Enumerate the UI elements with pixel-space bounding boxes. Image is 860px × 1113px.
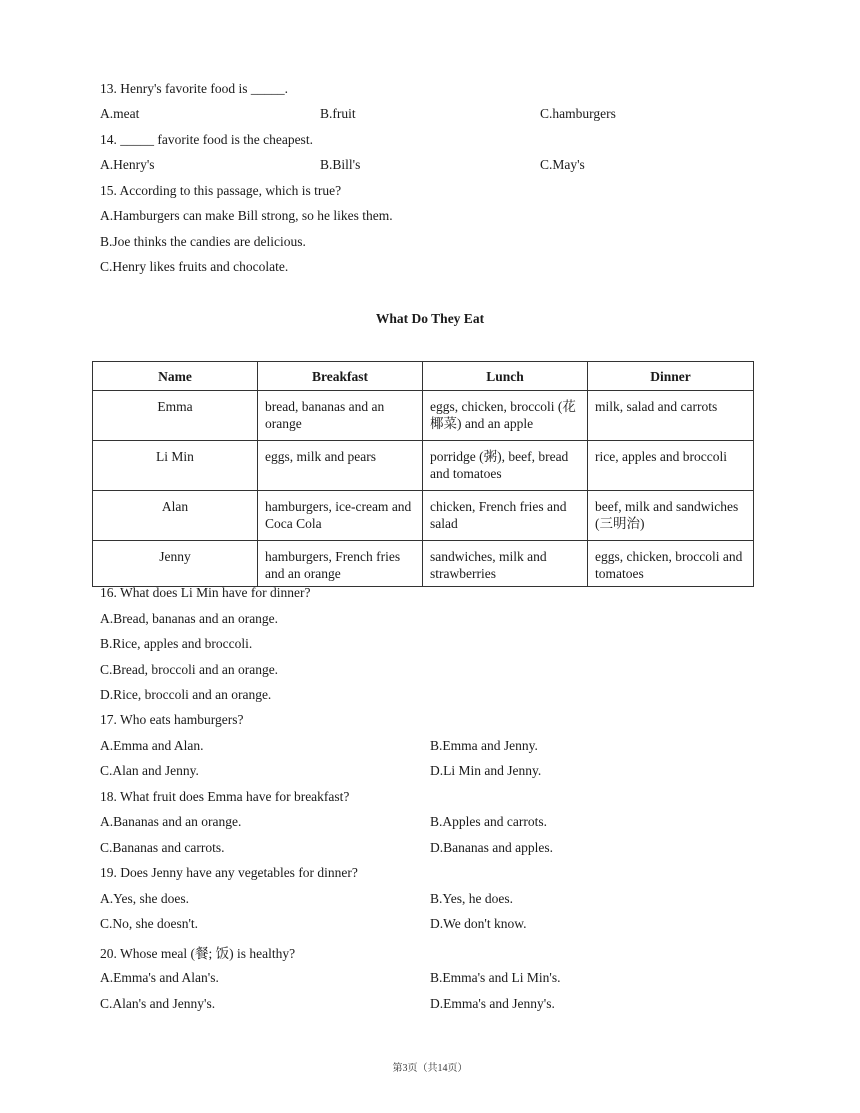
q18-option-c: C.Bananas and carrots. xyxy=(100,840,225,855)
q13-option-b: B.fruit xyxy=(320,106,356,121)
table-row xyxy=(93,541,754,587)
q14-option-a: A.Henry's xyxy=(100,157,155,172)
q16-option-c: C.Bread, broccoli and an orange. xyxy=(100,662,279,677)
question-20-stem: 20. Whose meal (餐; 饭) is healthy? xyxy=(100,946,296,961)
q14-option-b: B.Bill's xyxy=(320,157,361,172)
q15-option-c: C.Henry likes fruits and chocolate. xyxy=(100,259,289,274)
header-lunch: Lunch xyxy=(423,362,588,391)
table-title: What Do They Eat xyxy=(375,311,485,326)
q19-option-d: D.We don't know. xyxy=(430,916,527,931)
q14-option-c: C.May's xyxy=(540,157,585,172)
q17-option-d: D.Li Min and Jenny. xyxy=(430,763,542,778)
q20-option-c: C.Alan's and Jenny's. xyxy=(100,996,216,1011)
cell-lunch: sandwiches, milk and strawberries xyxy=(423,541,588,587)
page-footer: 第3页（共14页） xyxy=(392,1063,468,1074)
question-16-stem: 16. What does Li Min have for dinner? xyxy=(100,585,311,600)
cell-dinner: milk, salad and carrots xyxy=(588,391,754,441)
table-row xyxy=(93,441,754,491)
question-14-stem: 14. _____ favorite food is the cheapest. xyxy=(100,132,313,147)
q17-option-a: A.Emma and Alan. xyxy=(100,738,204,753)
question-13-stem: 13. Henry's favorite food is _____. xyxy=(100,81,289,96)
q18-option-b: B.Apples and carrots. xyxy=(430,814,547,829)
cell-lunch: eggs, chicken, broccoli (花椰菜) and an apple xyxy=(423,391,588,441)
q19-option-b: B.Yes, he does. xyxy=(430,891,514,906)
cell-name: Jenny xyxy=(93,541,258,587)
cell-name: Emma xyxy=(93,391,258,441)
table-header-row xyxy=(93,362,754,391)
cell-breakfast: hamburgers, French fries and an orange xyxy=(258,541,423,587)
cell-dinner: rice, apples and broccoli xyxy=(588,441,754,491)
cell-breakfast: eggs, milk and pears xyxy=(258,441,423,491)
q13-option-a: A.meat xyxy=(100,106,140,121)
question-19-stem: 19. Does Jenny have any vegetables for dinner? xyxy=(100,865,358,880)
q19-option-c: C.No, she doesn't. xyxy=(100,916,199,931)
header-breakfast: Breakfast xyxy=(258,362,423,391)
question-15-stem: 15. According to this passage, which is true? xyxy=(100,183,342,198)
food-table xyxy=(92,361,754,587)
q20-option-d: D.Emma's and Jenny's. xyxy=(430,996,555,1011)
q13-option-c: C.hamburgers xyxy=(540,106,616,121)
cell-lunch: porridge (粥), beef, bread and tomatoes xyxy=(423,441,588,491)
q20-option-a: A.Emma's and Alan's. xyxy=(100,970,219,985)
header-name: Name xyxy=(93,362,258,391)
q18-option-d: D.Bananas and apples. xyxy=(430,840,553,855)
cell-dinner: beef, milk and sandwiches (三明治) xyxy=(588,491,754,541)
q16-option-b: B.Rice, apples and broccoli. xyxy=(100,636,253,651)
header-dinner: Dinner xyxy=(588,362,754,391)
question-17-stem: 17. Who eats hamburgers? xyxy=(100,712,244,727)
q20-option-b: B.Emma's and Li Min's. xyxy=(430,970,561,985)
question-18-stem: 18. What fruit does Emma have for breakfast? xyxy=(100,789,350,804)
cell-name: Li Min xyxy=(93,441,258,491)
q15-option-a: A.Hamburgers can make Bill strong, so he likes them. xyxy=(100,208,393,223)
cell-breakfast: bread, bananas and an orange xyxy=(258,391,423,441)
cell-lunch: chicken, French fries and salad xyxy=(423,491,588,541)
q19-option-a: A.Yes, she does. xyxy=(100,891,190,906)
q15-option-b: B.Joe thinks the candies are delicious. xyxy=(100,234,306,249)
q17-option-b: B.Emma and Jenny. xyxy=(430,738,538,753)
q18-option-a: A.Bananas and an orange. xyxy=(100,814,242,829)
q16-option-a: A.Bread, bananas and an orange. xyxy=(100,611,279,626)
q17-option-c: C.Alan and Jenny. xyxy=(100,763,199,778)
cell-breakfast: hamburgers, ice-cream and Coca Cola xyxy=(258,491,423,541)
table-row xyxy=(93,491,754,541)
q16-option-d: D.Rice, broccoli and an orange. xyxy=(100,687,272,702)
cell-dinner: eggs, chicken, broccoli and tomatoes xyxy=(588,541,754,587)
cell-name: Alan xyxy=(93,491,258,541)
table-row xyxy=(93,391,754,441)
